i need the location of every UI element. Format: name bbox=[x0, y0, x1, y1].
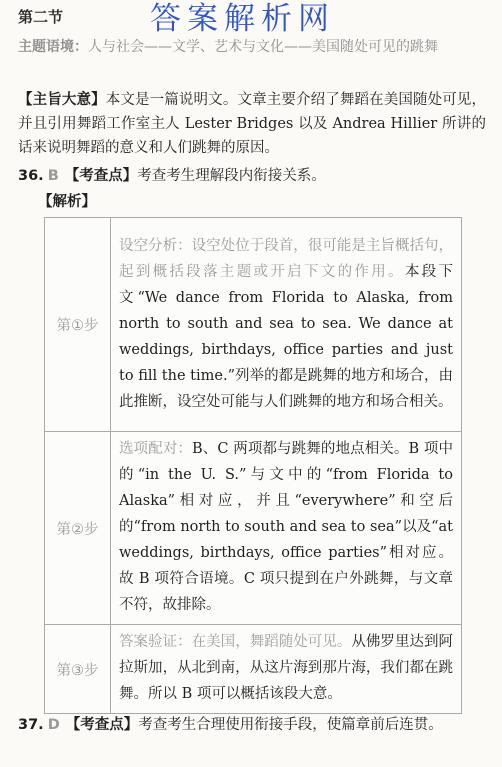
analysis-label: 【解析】 bbox=[38, 194, 96, 210]
step-number: 第②步 bbox=[45, 432, 111, 625]
step-row bbox=[45, 625, 462, 714]
step-label-text: 设空处位于段首，很可能是主旨概括句，起到概括段落主题或开启下文的作用。 bbox=[119, 237, 454, 280]
step-body: 从佛罗里达到阿拉斯加，从北到南，从这片海到那片海，我们都在跳舞。所以 B 项可以概括该段大意。 bbox=[119, 634, 454, 702]
theme-label: 主题语境： bbox=[18, 39, 88, 55]
step-number: 第③步 bbox=[45, 625, 111, 714]
step-label-text: 在美国，舞蹈随处可见。 bbox=[191, 634, 352, 650]
question-36-number: 36. bbox=[18, 168, 44, 184]
question-36-point-text: 考查考生理解段内衔接关系。 bbox=[137, 168, 326, 184]
theme-text: 人与社会——文学、艺术与文化——美国随处可见的跳舞 bbox=[88, 39, 438, 55]
question-36-answer: B bbox=[47, 168, 59, 184]
question-36-point-label: 【考查点】 bbox=[64, 168, 138, 184]
main-idea-paragraph bbox=[18, 88, 486, 160]
step-body: B、C 两项都与跳舞的地点相关。B 项中的“in the U. S.”与文中的“from Florida to Alaska”相对应，并且“everywhere”和空后的“from north to south and sea to sea”以及“at weddings, birthdays, office parties”相对应。故 B 项符合语境。C 项只提到在户外跳舞，与文章不符，故排除。 bbox=[119, 441, 454, 613]
question-37-point-label: 【考查点】 bbox=[65, 717, 139, 733]
step-row bbox=[45, 432, 462, 625]
question-37-header bbox=[18, 714, 488, 737]
question-37-number: 37. bbox=[18, 717, 44, 733]
main-idea-text: 本文是一篇说明文。文章主要介绍了舞蹈在美国随处可见，并且引用舞蹈工作室主人 Lester Bridges 以及 Andrea Hillier 所讲的话来说明舞蹈的意义和人们跳舞的原因。 bbox=[18, 92, 487, 156]
question-36-header bbox=[18, 165, 326, 187]
step-label: 答案验证： bbox=[119, 634, 192, 650]
step-label: 选项配对： bbox=[119, 441, 193, 457]
theme-context bbox=[18, 36, 488, 58]
section-heading: 第二节 bbox=[18, 8, 64, 26]
step-body: 本段下文“We dance from Florida to Alaska, from north to south and sea to sea. We dance at weddings, birthdays, office parties and just to fill the time.”列举的都是跳舞的地方和场合，由此推断，设空处可能与人们跳舞的地方和场合相关。 bbox=[119, 263, 454, 410]
question-37-answer: D bbox=[47, 717, 60, 733]
step-content bbox=[111, 625, 462, 714]
step-label: 设空分析： bbox=[119, 237, 192, 254]
step-row bbox=[45, 218, 462, 432]
analysis-steps-table bbox=[44, 217, 462, 714]
step-content bbox=[111, 218, 462, 432]
main-idea-label: 【主旨大意】 bbox=[18, 92, 106, 108]
watermark-text: 答案解析网 bbox=[150, 1, 335, 37]
question-37-point-text: 考查考生合理使用衔接手段，使篇章前后连贯。 bbox=[138, 717, 443, 733]
step-content bbox=[111, 432, 462, 625]
step-number: 第①步 bbox=[45, 218, 111, 432]
